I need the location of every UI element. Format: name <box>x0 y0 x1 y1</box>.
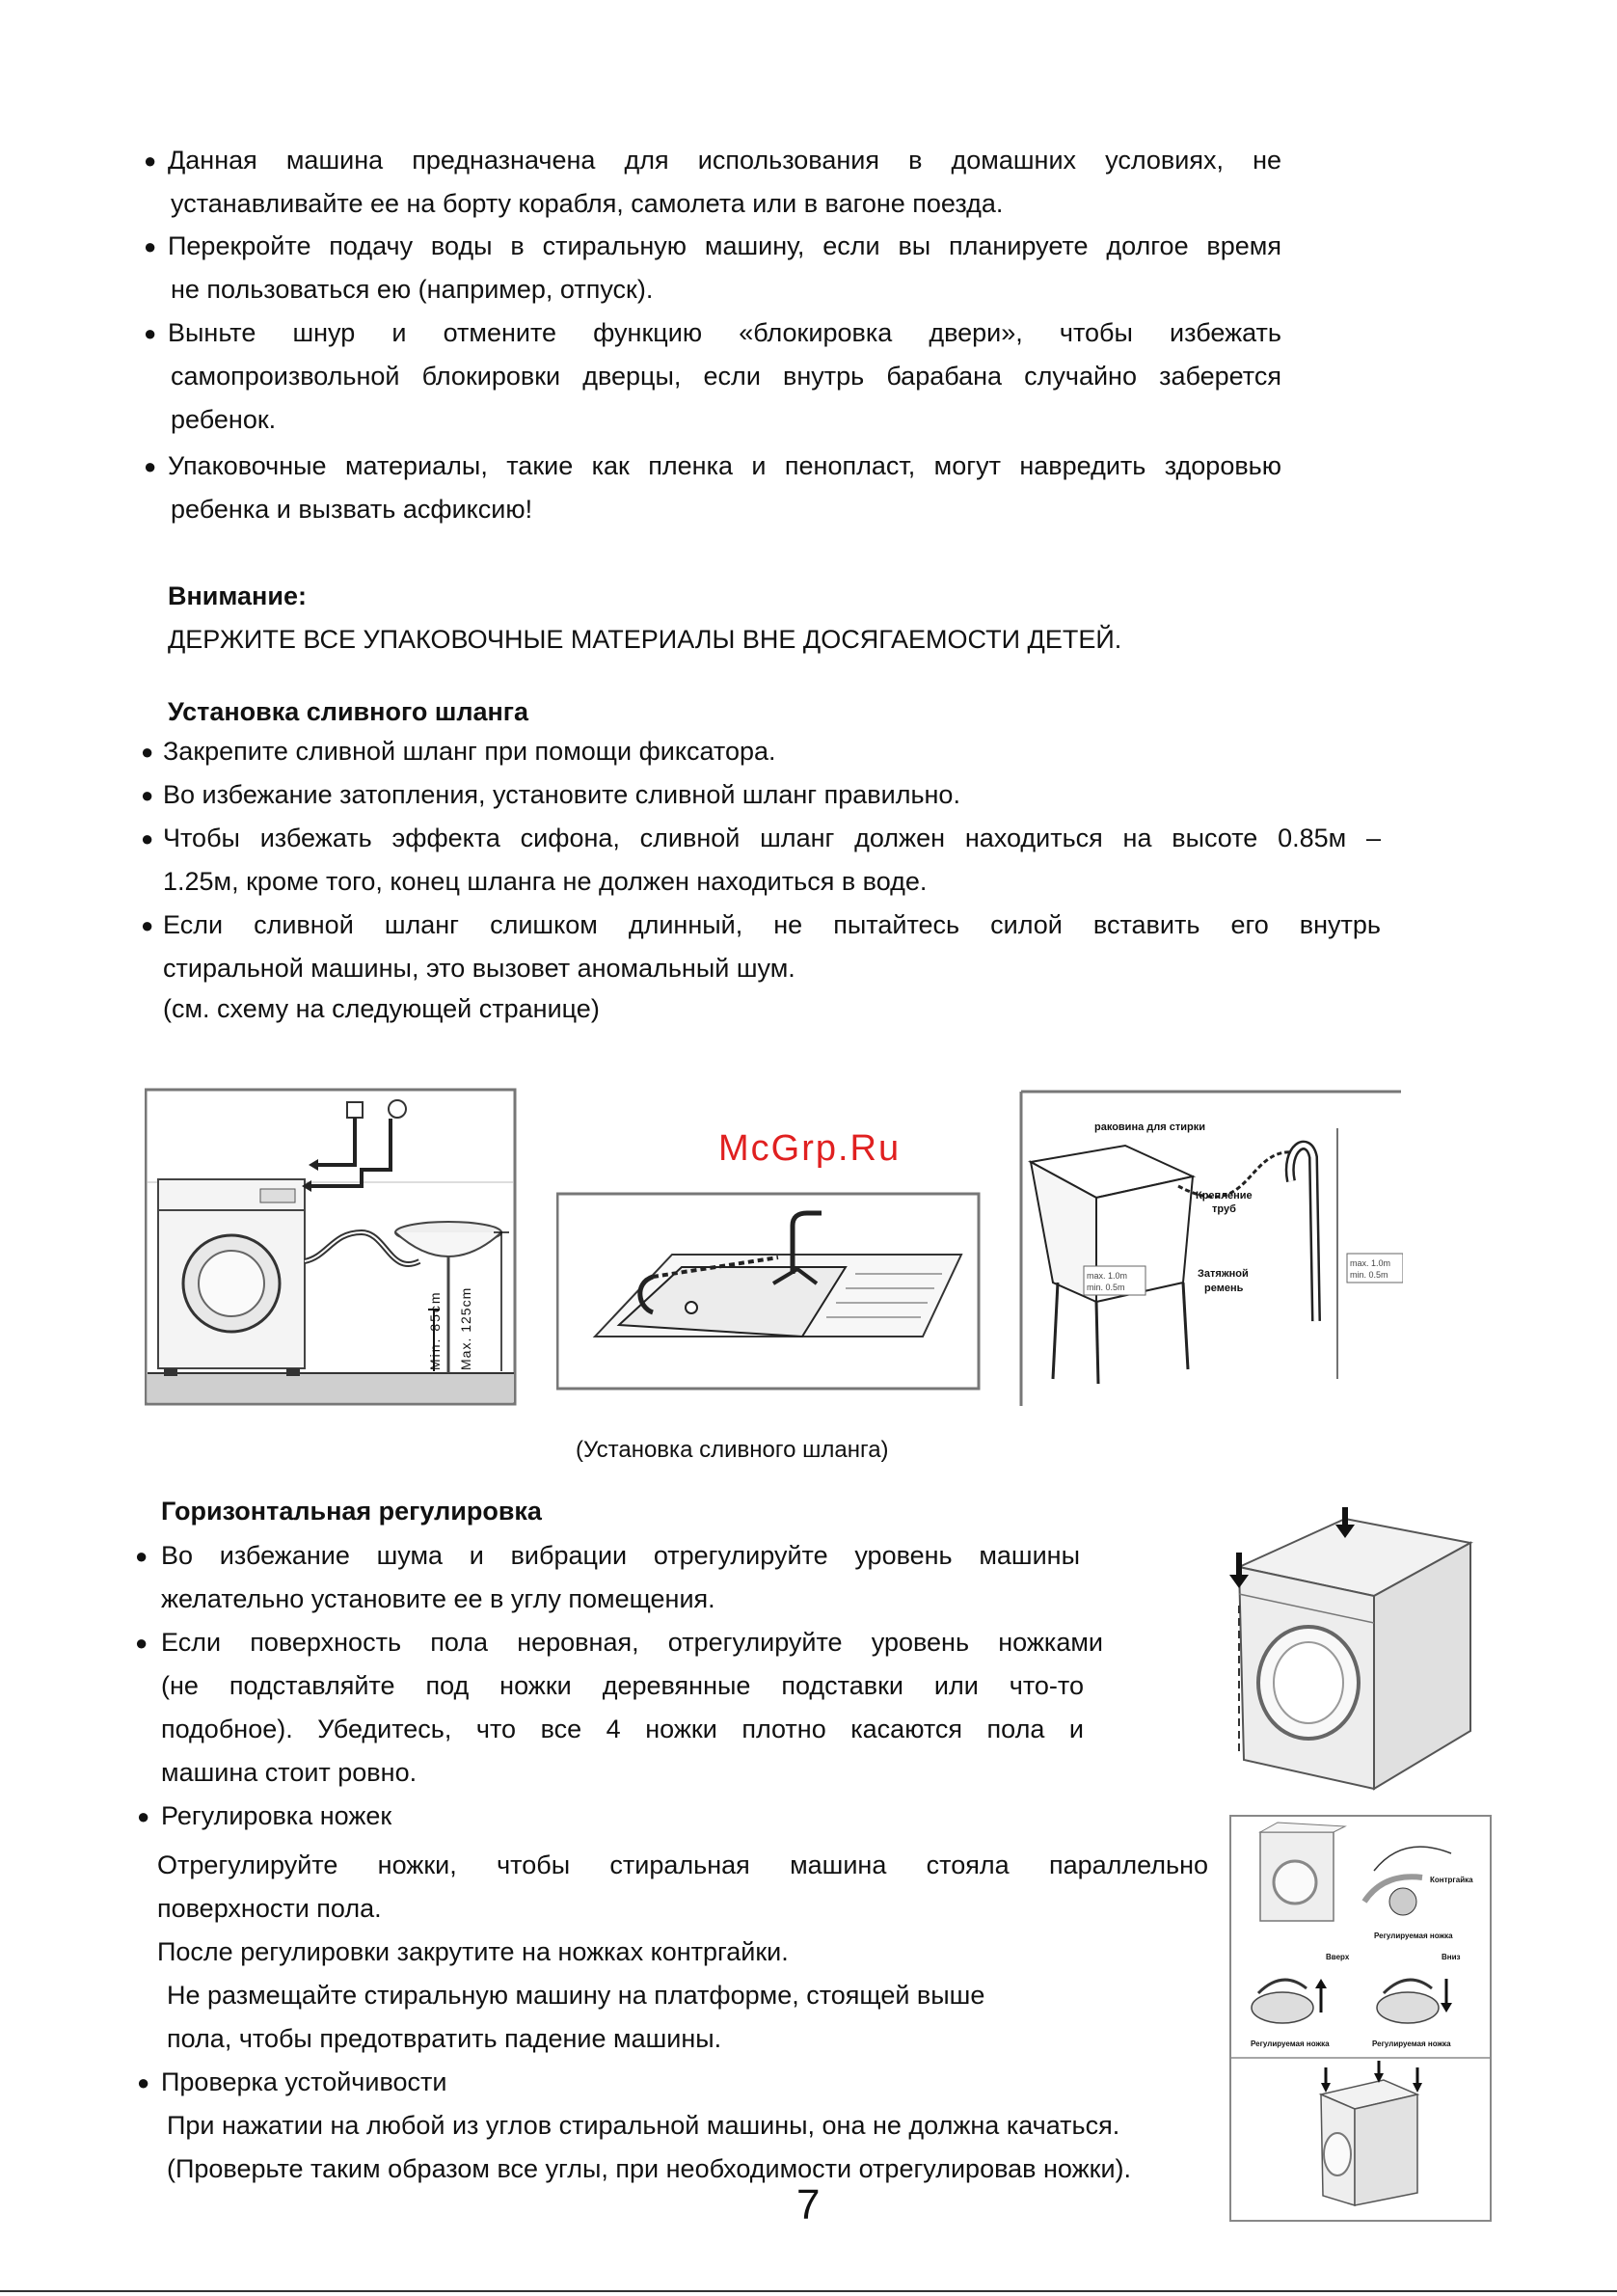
bullet-icon: ● <box>141 783 154 807</box>
up-label: Вверх <box>1326 1953 1350 1961</box>
adjustable-foot-label-3: Регулируемая ножка <box>1372 2039 1451 2048</box>
leveling-bullet-1-line-2: желательно установите ее в углу помещения. <box>161 1584 715 1613</box>
hose-figure-caption: (Установка сливного шланга) <box>576 1437 889 1463</box>
bullet-icon: ● <box>144 454 157 478</box>
hose-bullet-3-line-2: 1.25м, кроме того, конец шланга не должен находиться в воде. <box>163 867 928 896</box>
figure-standpipe <box>145 1088 517 1406</box>
leveling-bullet-2-line-1: Если поверхность пола неровная, отрегулируйте уровень ножками <box>161 1628 1103 1657</box>
hose-bullet-4-line-2: стиральной машины, это вызовет аномальный шум. <box>163 954 795 983</box>
bottom-rule <box>0 2290 1617 2292</box>
leveling-para-1-line-1: Отрегулируйте ножки, чтобы стиральная машина стояла параллельно <box>157 1850 1208 1879</box>
leveling-bullet-3: Регулировка ножек <box>161 1801 392 1830</box>
attention-title: Внимание: <box>168 581 307 610</box>
figure-leg-adjustment <box>1229 1815 1492 2222</box>
hose-bullet-3-line-1: Чтобы избежать эффекта сифона, сливной шланг должен находиться на высоте 0.85м – <box>163 824 1381 852</box>
max-height-label: Max. 125cm <box>458 1286 473 1370</box>
leveling-bullet-2-line-4: машина стоит ровно. <box>161 1758 418 1787</box>
safety-bullet-2-line-1: Перекройте подачу воды в стиральную машину, если вы планируете долгое время <box>168 231 1281 260</box>
safety-bullet-4-line-1: Упаковочные материалы, такие как пленка и пенопласт, могут навредить здоровью <box>168 451 1281 480</box>
figure-level-washer <box>1220 1499 1485 1798</box>
down-label: Вниз <box>1442 1953 1461 1961</box>
leveling-bullet-2-line-2: (не подставляйте под ножки деревянные подставки или что-то <box>161 1671 1084 1700</box>
hose-bullet-4-line-3: (см. схему на следующей странице) <box>163 994 600 1023</box>
bullet-icon: ● <box>144 149 157 173</box>
leveling-section-title: Горизонтальная регулировка <box>161 1497 542 1526</box>
bullet-icon: ● <box>144 321 157 345</box>
strap-label-1: Затяжной <box>1198 1268 1249 1280</box>
leveling-bullet-2-line-3: подобное). Убедитесь, что все 4 ножки плотно касаются пола и <box>161 1715 1084 1743</box>
leveling-para-3-line-1: Не размещайте стиральную машину на платформе, стоящей выше <box>167 1981 985 2010</box>
bullet-icon: ● <box>141 740 154 764</box>
pipe-mount-label-1: Крепление <box>1196 1190 1253 1202</box>
svg-text:max. 1.0m: max. 1.0m <box>1350 1258 1391 1268</box>
adjustable-foot-label: Регулируемая ножка <box>1374 1931 1453 1940</box>
hose-bullet-1: Закрепите сливной шланг при помощи фиксатора. <box>163 737 776 766</box>
bullet-icon: ● <box>144 234 157 258</box>
strap-label-2: ремень <box>1204 1283 1244 1294</box>
min-height-label: Min. 85cm <box>427 1290 443 1370</box>
svg-text:max. 1.0m: max. 1.0m <box>1087 1271 1128 1281</box>
hose-bullet-2: Во избежание затопления, установите сливной шланг правильно. <box>163 780 960 809</box>
leveling-para-3-line-2: пола, чтобы предотвратить падение машины. <box>167 2024 722 2053</box>
safety-bullet-1-line-2: устанавливайте ее на борту корабля, самолета или в вагоне поезда. <box>171 189 1004 218</box>
safety-bullet-3-line-3: ребенок. <box>171 405 277 434</box>
safety-bullet-3-line-2: самопроизвольной блокировки дверцы, если внутрь барабана случайно заберется <box>171 362 1281 391</box>
svg-text:min. 0.5m: min. 0.5m <box>1087 1283 1125 1292</box>
attention-text: ДЕРЖИТЕ ВСЕ УПАКОВОЧНЫЕ МАТЕРИАЛЫ ВНЕ ДОСЯГАЕМОСТИ ДЕТЕЙ. <box>168 625 1122 654</box>
hose-section-title: Установка сливного шланга <box>168 697 529 726</box>
locknut-label: Контргайка <box>1430 1876 1473 1884</box>
safety-bullet-3-line-1: Выньте шнур и отмените функцию «блокировка двери», чтобы избежать <box>168 318 1281 347</box>
bullet-icon: ● <box>135 1544 148 1568</box>
hose-bullet-4-line-1: Если сливной шланг слишком длинный, не пытайтесь силой вставить его внутрь <box>163 910 1381 939</box>
svg-text:min. 0.5m: min. 0.5m <box>1350 1270 1388 1280</box>
watermark-text: McGrp.Ru <box>718 1128 902 1169</box>
laundry-sink-label: раковина для стирки <box>1094 1121 1205 1133</box>
bullet-icon: ● <box>135 1631 148 1655</box>
page-number: 7 <box>796 2181 821 2228</box>
adjustable-foot-label-2: Регулируемая ножка <box>1251 2039 1330 2048</box>
leveling-para-4-line-1: При нажатии на любой из углов стиральной машины, она не должна качаться. <box>167 2111 1120 2140</box>
bullet-icon: ● <box>137 2070 150 2094</box>
safety-bullet-1-line-1: Данная машина предназначена для использования в домашних условиях, не <box>168 146 1281 175</box>
bullet-icon: ● <box>141 826 154 851</box>
figure-sink <box>556 1192 981 1391</box>
safety-bullet-2-line-2: не пользоваться ею (например, отпуск). <box>171 275 654 304</box>
leveling-bullet-4: Проверка устойчивости <box>161 2067 447 2096</box>
safety-bullet-4-line-2: ребенка и вызвать асфиксию! <box>171 495 533 524</box>
leveling-para-1-line-2: поверхности пола. <box>157 1894 382 1923</box>
bullet-icon: ● <box>137 1804 150 1828</box>
bullet-icon: ● <box>141 913 154 937</box>
figure-laundry-sink <box>1019 1090 1403 1408</box>
leveling-para-2: После регулировки закрутите на ножках контргайки. <box>157 1937 789 1966</box>
leveling-para-4-line-2: (Проверьте таким образом все углы, при необходимости отрегулировав ножки). <box>167 2154 1132 2183</box>
leveling-bullet-1-line-1: Во избежание шума и вибрации отрегулируйте уровень машины <box>161 1541 1080 1570</box>
pipe-mount-label-2: труб <box>1212 1203 1236 1215</box>
